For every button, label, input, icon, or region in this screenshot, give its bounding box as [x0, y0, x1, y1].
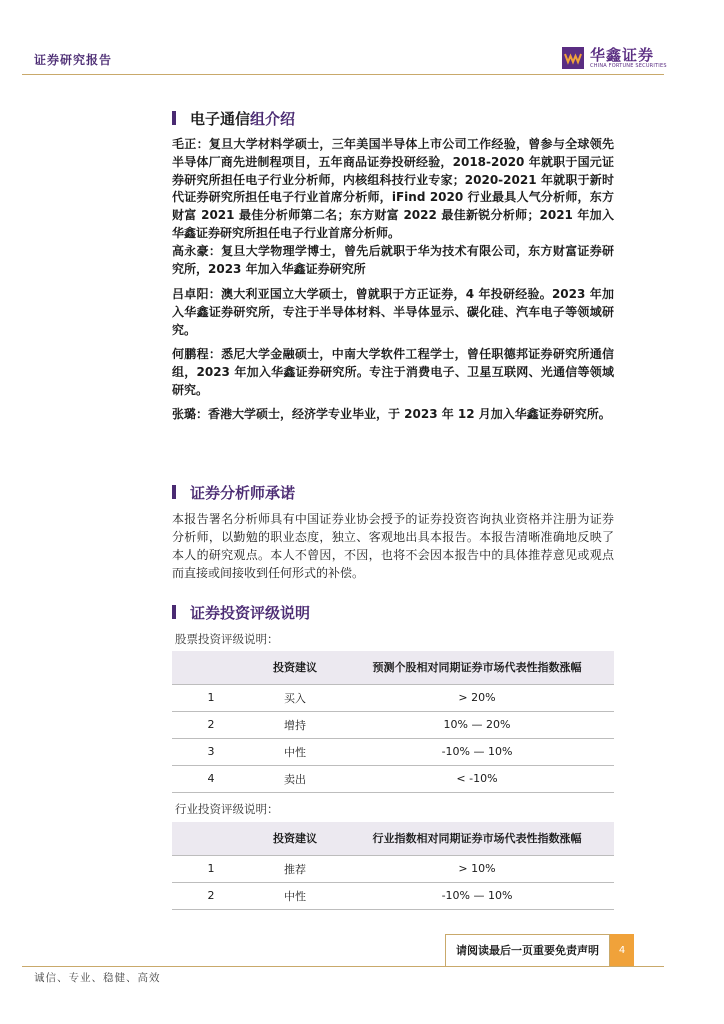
logo-text-en: CHINA FORTUNE SECURITIES: [590, 63, 667, 69]
logo-text: 华鑫证券: [590, 46, 655, 64]
section-marker-icon: [172, 111, 176, 125]
report-type-label: 证券研究报告: [34, 53, 113, 67]
stock-rating-table: [172, 651, 614, 793]
table-cell: 买入: [250, 684, 340, 711]
disclaimer-notice: 请阅读最后一页重要免责声明: [445, 934, 610, 967]
table-cell: 2: [172, 882, 250, 909]
section-marker-icon: [172, 485, 176, 499]
table-header-row: [172, 651, 614, 684]
table-cell: 10% — 20%: [340, 711, 614, 738]
analyst-bio: 毛正：复旦大学材料学硕士，三年美国半导体上市公司工作经验，曾参与全球领先半导体厂商先进制程项目，五年商品证券投研经验，2018-2020 年就职于国元证券研究所担任电子行业分析师，内核组科技行业专家；2020-2021 年就职于新时代证券研究所担任电子行业首席分析师，iFind 2020 行业最具人气分析师，东方财富 2021 最佳分析师第二名；东方财富 2022 最佳新锐分析师；2021 年加入华鑫证券研究所担任电子行业首席分析师。: [172, 137, 614, 240]
table-cell: > 20%: [340, 684, 614, 711]
table-header-cell: 预测个股相对同期证券市场代表性指数涨幅: [340, 651, 614, 684]
analyst-bio: 高永豪：复旦大学物理学博士，曾先后就职于华为技术有限公司，东方财富证券研究所，2023 年加入华鑫证券研究所: [172, 244, 614, 276]
table-cell: 中性: [250, 882, 340, 909]
table-cell: -10% — 10%: [340, 738, 614, 765]
table-cell: 1: [172, 684, 250, 711]
table-cell: 1: [172, 855, 250, 882]
analyst-bio: 吕卓阳：澳大利亚国立大学硕士，曾就职于方正证券，4 年投研经验。2023 年加入华鑫证券研究所，专注于半导体材料、半导体显示、碳化硅、汽车电子等领域研究。: [172, 287, 614, 337]
table-row: [172, 711, 614, 738]
analyst-bio: 张璐：香港大学硕士，经济学专业毕业，于 2023 年 12 月加入华鑫证券研究所。: [172, 407, 611, 421]
rating-section-title: 证券投资评级说明: [172, 602, 310, 623]
table-row: [172, 738, 614, 765]
table-header-cell: [172, 651, 250, 684]
footer-slogan: 诚信、专业、稳健、高效: [34, 972, 161, 984]
table-cell: 2: [172, 711, 250, 738]
team-section-title: 电子通信组介绍: [172, 108, 295, 129]
table-cell: 3: [172, 738, 250, 765]
table-header-row: [172, 822, 614, 855]
table-header-cell: 投资建议: [250, 651, 340, 684]
table-cell: 推荐: [250, 855, 340, 882]
table-cell: < -10%: [340, 765, 614, 792]
section-marker-icon: [172, 605, 176, 619]
table-cell: -10% — 10%: [340, 882, 614, 909]
industry-rating-caption: 行业投资评级说明：: [175, 802, 279, 816]
commitment-section-title: 证券分析师承诺: [172, 482, 295, 503]
table-cell: 增持: [250, 711, 340, 738]
table-header-cell: 投资建议: [250, 822, 340, 855]
table-cell: 4: [172, 765, 250, 792]
table-cell: > 10%: [340, 855, 614, 882]
logo-mark-icon: [562, 47, 584, 69]
footer-divider: [22, 966, 664, 967]
company-logo: [562, 44, 667, 74]
analyst-bio: 何鹏程：悉尼大学金融硕士，中南大学软件工程学士，曾任职德邦证券研究所通信组，2023 年加入华鑫证券研究所。专注于消费电子、卫星互联网、光通信等领域研究。: [172, 347, 614, 397]
table-cell: 卖出: [250, 765, 340, 792]
table-row: [172, 882, 614, 909]
table-cell: 中性: [250, 738, 340, 765]
table-row: [172, 765, 614, 792]
stock-rating-caption: 股票投资评级说明：: [175, 632, 279, 646]
table-row: [172, 684, 614, 711]
industry-rating-table: [172, 822, 614, 910]
header-divider: [22, 74, 664, 75]
table-row: [172, 855, 614, 882]
table-header-cell: 行业指数相对同期证券市场代表性指数涨幅: [340, 822, 614, 855]
table-header-cell: [172, 822, 250, 855]
commitment-text: 本报告署名分析师具有中国证券业协会授予的证券投资咨询执业资格并注册为证券分析师，以勤勉的职业态度，独立、客观地出具本报告。本报告清晰准确地反映了本人的研究观点。本人不曾因，不因，也将不会因本报告中的具体推荐意见或观点而直接或间接收到任何形式的补偿。: [172, 512, 614, 580]
page-number: 4: [610, 934, 634, 967]
